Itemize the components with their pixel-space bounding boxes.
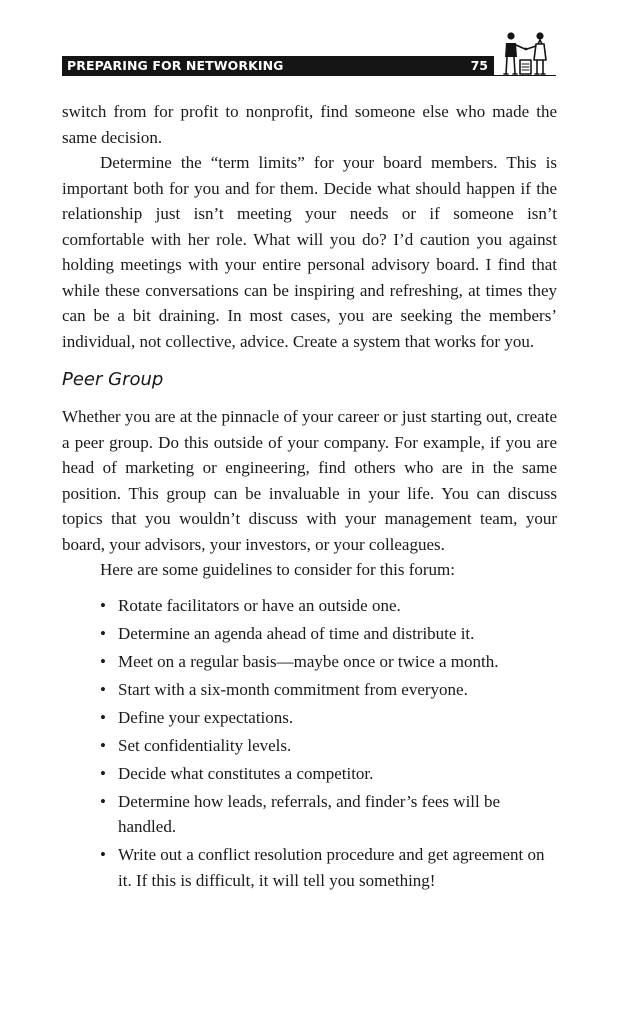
- list-item: • Define your expectations.: [118, 705, 557, 731]
- page-number: 75: [470, 58, 488, 73]
- list-item: • Write out a conflict resolution procedure and get agreement on it. If this is difficult, it will tell you something!: [118, 842, 557, 893]
- list-item: • Rotate facilitators or have an outside one.: [118, 593, 557, 619]
- list-item: • Determine how leads, referrals, and finder’s fees will be handled.: [118, 789, 557, 840]
- paragraph-peer-group: Whether you are at the pinnacle of your career or just starting out, create a peer group. Do this outside of your company. For example, if you are head of marketing or engineering, find others who are in the same position. This group can be invaluable in your life. You can discuss topics that you wouldn’t discuss with your management team, your board, your advisors, your investors, or your colleagues.: [62, 407, 557, 554]
- list-item: • Decide what constitutes a competitor.: [118, 761, 557, 787]
- list-item: • Start with a six-month commitment from everyone.: [118, 677, 557, 703]
- chapter-title: PREPARING FOR NETWORKING: [67, 58, 284, 73]
- paragraph-continuation: switch from for profit to nonprofit, find someone else who made the same decision.: [62, 102, 557, 147]
- paragraph-term-limits: Determine the “term limits” for your board members. This is important both for you and for them. Decide what should happen if the relationship just isn’t meeting your needs or if someone isn’t comfortable with her role. What will you do? I’d caution you against holding meetings with your entire personal advisory board. I find that while these conversations can be inspiring and refreshing, at times they can be a bit draining. In most cases, you are seeking the members’ individual, not collective, advice. Create a system that works for you.: [62, 153, 557, 351]
- running-header: [62, 56, 494, 76]
- list-item: • Determine an agenda ahead of time and distribute it.: [118, 621, 557, 647]
- page-body: [62, 99, 557, 896]
- list-item: • Meet on a regular basis—maybe once or twice a month.: [118, 649, 557, 675]
- section-heading: Peer Group: [62, 369, 164, 390]
- guidelines-list: [62, 593, 557, 894]
- paragraph-guidelines-intro: Here are some guidelines to consider for this forum:: [100, 560, 456, 579]
- handshake-figures-icon: [496, 30, 554, 76]
- list-item: • Set confidentiality levels.: [118, 733, 557, 759]
